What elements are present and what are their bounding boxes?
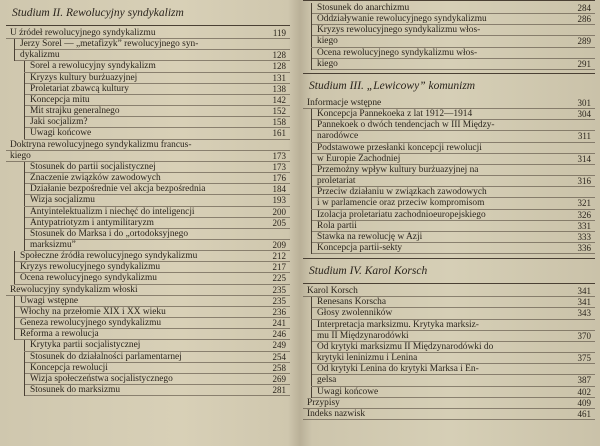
toc-entry-page-number: 184 (272, 184, 286, 195)
toc-entry (6, 162, 290, 173)
toc-entry (6, 385, 290, 396)
toc-entry (6, 262, 290, 273)
toc-entry (6, 207, 290, 218)
toc-entry (303, 143, 595, 154)
toc-entry-title: Renesans Korscha (317, 297, 386, 308)
toc-entry-page-number: 321 (577, 198, 591, 209)
toc-entry-page-number: 235 (272, 295, 286, 306)
toc-entry-title: Włochy na przełomie XIX i XX wieku (20, 306, 166, 317)
toc-entry-title: w Europie Zachodniej (317, 153, 401, 164)
toc-entry (6, 117, 290, 128)
toc-entry-title: Koncepcja mitu (30, 94, 90, 105)
toc-entry (303, 286, 595, 297)
toc-entry-page-number: 341 (577, 286, 591, 297)
toc-entry-page-number: 370 (577, 330, 591, 341)
toc-entry-page-number: 142 (272, 94, 286, 105)
toc-entry (303, 25, 595, 36)
toc-entry-title: Kryzys kultury burżuazyjnej (30, 72, 138, 83)
toc-entry (6, 151, 290, 162)
toc-entry (303, 297, 595, 308)
toc-entry-page-number: 284 (577, 3, 591, 13)
toc-entry-title: U źródeł rewolucyjnego syndykalizmu (10, 28, 156, 38)
toc-entry-title: Uwagi wstępne (20, 295, 79, 306)
toc-entry-page-number: 286 (577, 14, 591, 25)
toc-entry-page-number: 161 (272, 128, 286, 139)
toc-entry-page-number: 212 (272, 251, 286, 262)
toc-entry (6, 240, 290, 251)
toc-entry-title: kiego (317, 36, 338, 47)
toc-entry-page-number: 193 (272, 195, 286, 206)
toc-entry (303, 176, 595, 187)
toc-entry-page-number: 409 (577, 397, 591, 408)
toc-entry-page-number: 173 (272, 150, 286, 161)
toc-entry-page-number: 119 (272, 28, 286, 38)
toc-entry-title: Izolacja proletariatu zachodnioeuropejskiego (317, 209, 486, 220)
toc-entry-page-number: 236 (272, 306, 286, 317)
heading-rule (6, 25, 290, 26)
toc-entry-title: Przeciw działaniu w związkach zawodowych (317, 187, 487, 198)
toc-entry-page-number: 128 (272, 50, 286, 61)
toc-entry-title: kiego (317, 58, 338, 69)
toc-entry-title: Kryzys rewolucyjnego syndykalizmu włos- (317, 25, 481, 36)
toc-entry (6, 106, 290, 117)
toc-entry (6, 318, 290, 329)
toc-entry (6, 218, 290, 229)
toc-entry-page-number: 341 (577, 297, 591, 308)
toc-entry-title: Mit strajku generalnego (30, 106, 120, 117)
toc-entry-title: Indeks nazwisk (307, 408, 366, 419)
toc-entry (303, 120, 595, 131)
toc-entry-title: dykalizmu (20, 50, 60, 61)
toc-entry (303, 308, 595, 319)
toc-entry (303, 387, 595, 398)
toc-entry-title: Rewolucyjny syndykalizm włoski (10, 284, 138, 295)
toc-entry (6, 251, 290, 262)
toc-entry-title: Karol Korsch (307, 286, 358, 297)
toc-entry-title: Antypatriotyzm i antymilitaryzm (30, 217, 154, 228)
toc-entry (6, 140, 290, 151)
toc-entry-page-number: 291 (577, 58, 591, 69)
toc-entry-title: Znaczenie związków zawodowych (30, 173, 161, 184)
toc-entry (6, 84, 290, 95)
toc-entry (303, 59, 595, 70)
toc-entry-page-number: 241 (272, 318, 286, 329)
toc-entry (6, 307, 290, 318)
toc-entry-page-number: 205 (272, 217, 286, 228)
toc-entry-title: Doktryna rewolucyjnego syndykalizmu francus- (10, 139, 192, 150)
toc-entry-title: Oddziaływanie rewolucyjnego syndykalizmu (317, 14, 487, 25)
toc-entry-title: Geneza rewolucyjnego syndykalizmu (20, 318, 162, 329)
toc-entry-page-number: 326 (577, 209, 591, 220)
toc-entry-page-number: 131 (272, 72, 286, 83)
toc-entry-title: Ocena rewolucyjnego syndykalizmu włos- (317, 47, 478, 58)
toc-entry (303, 320, 595, 331)
toc-entry-title: Uwagi końcowe (317, 386, 379, 397)
toc-entry (303, 109, 595, 120)
toc-entry-page-number: 209 (272, 239, 286, 250)
toc-entry-title: Przemożny wpływ kultury burżuazyjnej na (317, 164, 479, 175)
toc-entry (303, 364, 595, 375)
left-page (6, 0, 290, 446)
toc-entry (6, 363, 290, 374)
toc-entry-page-number: 461 (577, 408, 591, 419)
toc-entry-page-number: 314 (577, 153, 591, 164)
toc-entry (6, 50, 290, 61)
toc-entry-title: Sorel a rewolucyjny syndykalizm (30, 61, 156, 72)
toc-entry-title: gelsa (317, 375, 337, 386)
toc-entry-title: Rola partii (317, 220, 357, 231)
toc-entry-title: Stosunek do działalności parlamentarnej (30, 351, 182, 362)
toc-entry-title: Koncepcja rewolucji (30, 362, 108, 373)
toc-entry-title: Działanie bezpośrednie vel akcja bezpośrednia (30, 184, 206, 195)
toc-entry (303, 409, 595, 420)
toc-entry (303, 198, 595, 209)
toc-entry-title: Ocena rewolucyjnego syndykalizmu (20, 273, 157, 284)
right-toc-mid-list (303, 98, 595, 254)
toc-entry (303, 398, 595, 409)
toc-entry-page-number: 269 (272, 373, 286, 384)
toc-entry-title: Wizja socjalizmu (30, 195, 95, 206)
toc-entry-title: narodówce (317, 131, 359, 142)
toc-entry (303, 165, 595, 176)
toc-entry-page-number: 289 (577, 36, 591, 47)
toc-entry (6, 195, 290, 206)
toc-entry-page-number: 375 (577, 353, 591, 364)
toc-entry (6, 352, 290, 363)
right-toc-top-list (303, 3, 595, 70)
toc-entry-page-number: 249 (272, 340, 286, 351)
section-heading-studium-4: Studium IV. Karol Korsch (309, 265, 428, 278)
top-rule (303, 0, 595, 1)
toc-entry-title: Społeczne źródła rewolucyjnego syndykalizmu (20, 251, 198, 262)
toc-entry (303, 232, 595, 243)
toc-entry-title: i w parlamencie oraz przeciw kompromisom (317, 198, 485, 209)
toc-entry (6, 184, 290, 195)
toc-entry-title: Stosunek do anarchizmu (317, 3, 410, 13)
row-rule (24, 395, 290, 396)
toc-entry (303, 375, 595, 386)
toc-entry (303, 131, 595, 142)
toc-entry (6, 329, 290, 340)
toc-entry-page-number: 217 (272, 262, 286, 273)
toc-entry-title: Jerzy Sorel — „metafizyk” rewolucyjnego syn- (20, 39, 199, 50)
toc-entry (303, 154, 595, 165)
toc-entry-title: Wizja społeczeństwa socjalistycznego (30, 373, 173, 384)
toc-entry (303, 243, 595, 254)
toc-entry (6, 95, 290, 106)
toc-entry (303, 353, 595, 364)
toc-entry (6, 374, 290, 385)
left-toc-list (6, 28, 290, 396)
toc-entry (303, 36, 595, 47)
toc-entry (6, 340, 290, 351)
toc-entry-page-number: 128 (272, 61, 286, 72)
section-rule (303, 73, 595, 74)
toc-entry (303, 187, 595, 198)
toc-entry (303, 14, 595, 25)
toc-entry (303, 221, 595, 232)
toc-entry-title: Stawka na rewolucję w Azji (317, 231, 423, 242)
toc-entry-page-number: 200 (272, 206, 286, 217)
toc-entry-page-number: 138 (272, 83, 286, 94)
toc-entry (303, 210, 595, 221)
toc-entry (303, 3, 595, 14)
toc-entry-title: Stosunek do partii socjalistycznej (30, 161, 156, 172)
toc-entry-page-number: 333 (577, 231, 591, 242)
toc-entry (6, 296, 290, 307)
toc-entry-title: Antyintelektualizm i niechęć do inteligencji (30, 206, 195, 217)
toc-entry (6, 128, 290, 139)
toc-entry-title: Od krytyki marksizmu II Międzynarodówki do (317, 341, 494, 352)
toc-entry-page-number: 225 (272, 273, 286, 284)
toc-entry (6, 285, 290, 296)
toc-entry-page-number: 304 (577, 109, 591, 120)
row-rule (311, 253, 595, 254)
toc-entry-title: Koncepcja Pannekoeka z lat 1912—1914 (317, 109, 473, 120)
toc-entry (303, 331, 595, 342)
section-heading-studium-3: Studium III. „Lewicowy” komunizm (309, 79, 476, 92)
toc-entry-title: Stosunek do marksizmu (30, 385, 121, 395)
toc-entry (6, 229, 290, 240)
toc-entry-title: mu II Międzynarodówki (317, 330, 409, 341)
toc-entry (6, 61, 290, 72)
toc-entry-title: Pannekoek o dwóch tendencjach w III Między- (317, 120, 495, 131)
toc-entry-title: Głosy zwolenników (317, 308, 393, 319)
toc-entry-page-number: 246 (272, 329, 286, 340)
row-rule (311, 69, 595, 70)
toc-entry-title: marksizmu” (30, 239, 76, 250)
toc-entry-title: kiego (10, 150, 31, 161)
toc-entry-title: Proletariat zbawcą kultury (30, 83, 129, 94)
toc-entry-page-number: 281 (272, 385, 286, 395)
toc-entry-page-number: 173 (272, 161, 286, 172)
toc-entry-page-number: 311 (577, 131, 591, 142)
toc-entry-title: Interpretacja marksizmu. Krytyka marksiz- (317, 319, 479, 330)
section-heading-studium-2: Studium II. Rewolucyjny syndykalizm (12, 7, 184, 19)
toc-entry (6, 39, 290, 50)
toc-entry-page-number: 176 (272, 173, 286, 184)
toc-entry-page-number: 235 (272, 284, 286, 295)
toc-entry-page-number: 316 (577, 176, 591, 187)
toc-entry-title: proletariat (317, 176, 356, 187)
toc-entry-page-number: 331 (577, 220, 591, 231)
toc-entry (303, 342, 595, 353)
toc-entry (6, 273, 290, 284)
toc-entry (6, 73, 290, 84)
toc-entry-title: Podstawowe przesłanki koncepcji rewolucji (317, 142, 482, 153)
toc-entry (303, 48, 595, 59)
toc-entry-page-number: 402 (577, 386, 591, 397)
toc-entry-page-number: 336 (577, 242, 591, 253)
toc-entry-page-number: 301 (577, 97, 591, 108)
toc-entry-page-number: 254 (272, 351, 286, 362)
toc-entry-title: Informacje wstępne (307, 97, 382, 108)
toc-entry (6, 28, 290, 39)
toc-entry-page-number: 258 (272, 362, 286, 373)
toc-entry-page-number: 152 (272, 106, 286, 117)
toc-entry-page-number: 343 (577, 308, 591, 319)
toc-entry-title: Od krytyki Lenina do krytyki Marksa i En- (317, 364, 479, 375)
row-rule (303, 419, 595, 420)
toc-entry (303, 98, 595, 109)
toc-entry (6, 173, 290, 184)
toc-entry-page-number: 387 (577, 375, 591, 386)
toc-entry-title: Przypisy (307, 397, 340, 408)
heading-rule (303, 283, 595, 284)
toc-entry-title: Uwagi końcowe (30, 128, 92, 139)
toc-entry-page-number: 158 (272, 117, 286, 128)
section-rule (303, 258, 595, 259)
toc-entry-title: Jaki socjalizm? (30, 117, 88, 128)
toc-entry-title: Koncepcja partii-sekty (317, 242, 403, 253)
toc-entry-title: krytyki leninizmu i Lenina (317, 353, 418, 364)
toc-entry-title: Stosunek do Marksa i do „ortodoksyjnego (30, 228, 189, 239)
right-page (303, 0, 595, 446)
toc-entry-title: Krytyka partii socjalistycznej (30, 340, 141, 351)
toc-entry-title: Kryzys rewolucyjnego syndykalizmu (20, 262, 161, 273)
toc-entry-title: Reforma a rewolucja (20, 329, 99, 340)
right-toc-bottom-list (303, 286, 595, 420)
